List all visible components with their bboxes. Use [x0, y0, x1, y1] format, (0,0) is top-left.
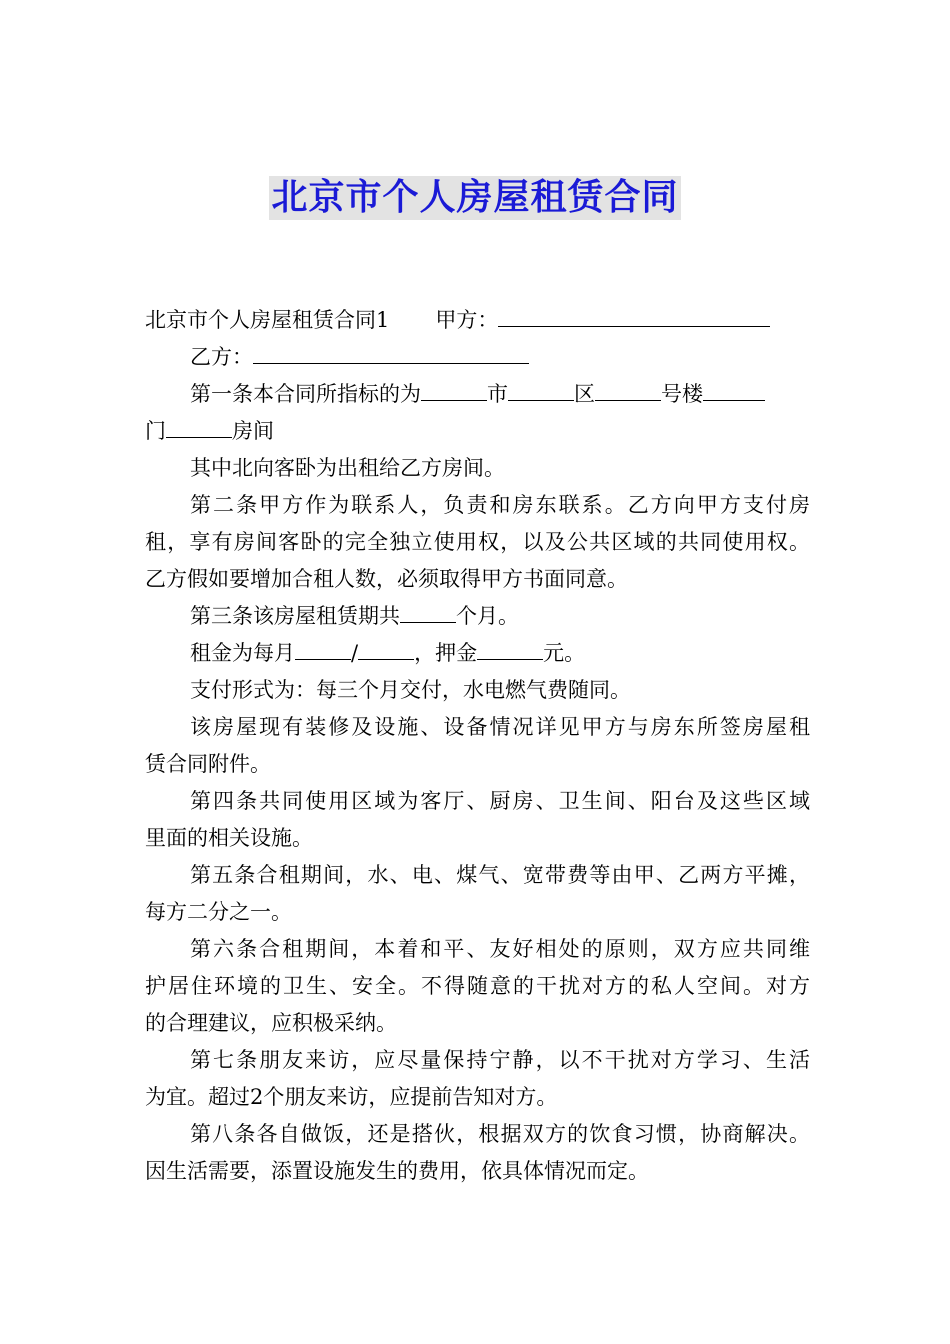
party-b-blank — [253, 339, 529, 364]
contract-body — [145, 302, 810, 1190]
months-blank — [400, 598, 456, 623]
title-wrapper — [0, 176, 950, 220]
unit-blank — [703, 376, 765, 401]
rent-line — [145, 635, 810, 672]
deposit-blank — [477, 635, 543, 660]
header-left: 北京市个人房屋租赁合同1 — [145, 308, 390, 332]
article6-line: 第六条合租期间，本着和平、友好相处的原则，双方应共同维 — [190, 937, 810, 961]
rent-slash: / — [351, 641, 359, 665]
article5-line: 每方二分之一。 — [145, 900, 292, 924]
article1-line1 — [145, 376, 810, 413]
article7-line: 为宜。超过2个朋友来访，应提前告知对方。 — [145, 1085, 558, 1109]
rent-blank-2 — [358, 635, 414, 660]
article1-text: 第一条本合同所指标的为 — [190, 382, 421, 406]
months-label: 个月。 — [456, 604, 519, 628]
article4-line: 第四条共同使用区域为客厅、厨房、卫生间、阳台及这些区域 — [190, 789, 810, 813]
header-line — [145, 302, 810, 339]
deposit-label: ，押金 — [414, 641, 478, 665]
facilities-line: 该房屋现有装修及设施、设备情况详见甲方与房东所签房屋租 — [190, 715, 810, 739]
article2-line: 租，享有房间客卧的完全独立使用权，以及公共区域的共同使用权。 — [145, 530, 810, 554]
article2-line: 第二条甲方作为联系人，负责和房东联系。乙方向甲方支付房 — [190, 493, 810, 517]
article2-line: 乙方假如要增加合租人数，必须取得甲方书面同意。 — [145, 567, 628, 591]
door-label: 门 — [145, 419, 166, 443]
article4-line: 里面的相关设施。 — [145, 826, 313, 850]
building-label: 号楼 — [661, 382, 703, 406]
article1-note: 其中北向客卧为出租给乙方房间。 — [190, 456, 505, 480]
document-title: 北京市个人房屋租赁合同 — [271, 177, 679, 218]
district-label: 区 — [574, 382, 595, 406]
article1-line2 — [145, 413, 810, 450]
article6-line: 的合理建议，应积极采纳。 — [145, 1011, 397, 1035]
city-label: 市 — [487, 382, 508, 406]
article5-line: 第五条合租期间，水、电、煤气、宽带费等由甲、乙两方平摊， — [190, 863, 810, 887]
city-blank — [421, 376, 487, 401]
room-label: 房间 — [232, 419, 274, 443]
rent-text: 租金为每月 — [190, 641, 295, 665]
district-blank — [508, 376, 574, 401]
payment-line: 支付形式为：每三个月交付，水电燃气费随同。 — [190, 678, 631, 702]
party-a-label: 甲方： — [435, 308, 499, 332]
article3-text: 第三条该房屋租赁期共 — [190, 604, 400, 628]
article3-line — [145, 598, 810, 635]
facilities-line: 赁合同附件。 — [145, 752, 271, 776]
article8-line: 因生活需要，添置设施发生的费用，依具体情况而定。 — [145, 1159, 649, 1183]
article7-line: 第七条朋友来访，应尽量保持宁静，以不干扰对方学习、生活 — [190, 1048, 810, 1072]
rent-blank-1 — [295, 635, 351, 660]
party-a-blank — [498, 302, 770, 327]
party-b-label: 乙方： — [190, 345, 253, 369]
door-blank — [166, 413, 232, 438]
building-blank — [595, 376, 661, 401]
article8-line: 第八条各自做饭，还是搭伙，根据双方的饮食习惯，协商解决。 — [190, 1122, 810, 1146]
article6-line: 护居住环境的卫生、安全。不得随意的干扰对方的私人空间。对方 — [145, 974, 810, 998]
party-b-line — [145, 339, 810, 376]
yuan-label: 元。 — [543, 641, 586, 665]
